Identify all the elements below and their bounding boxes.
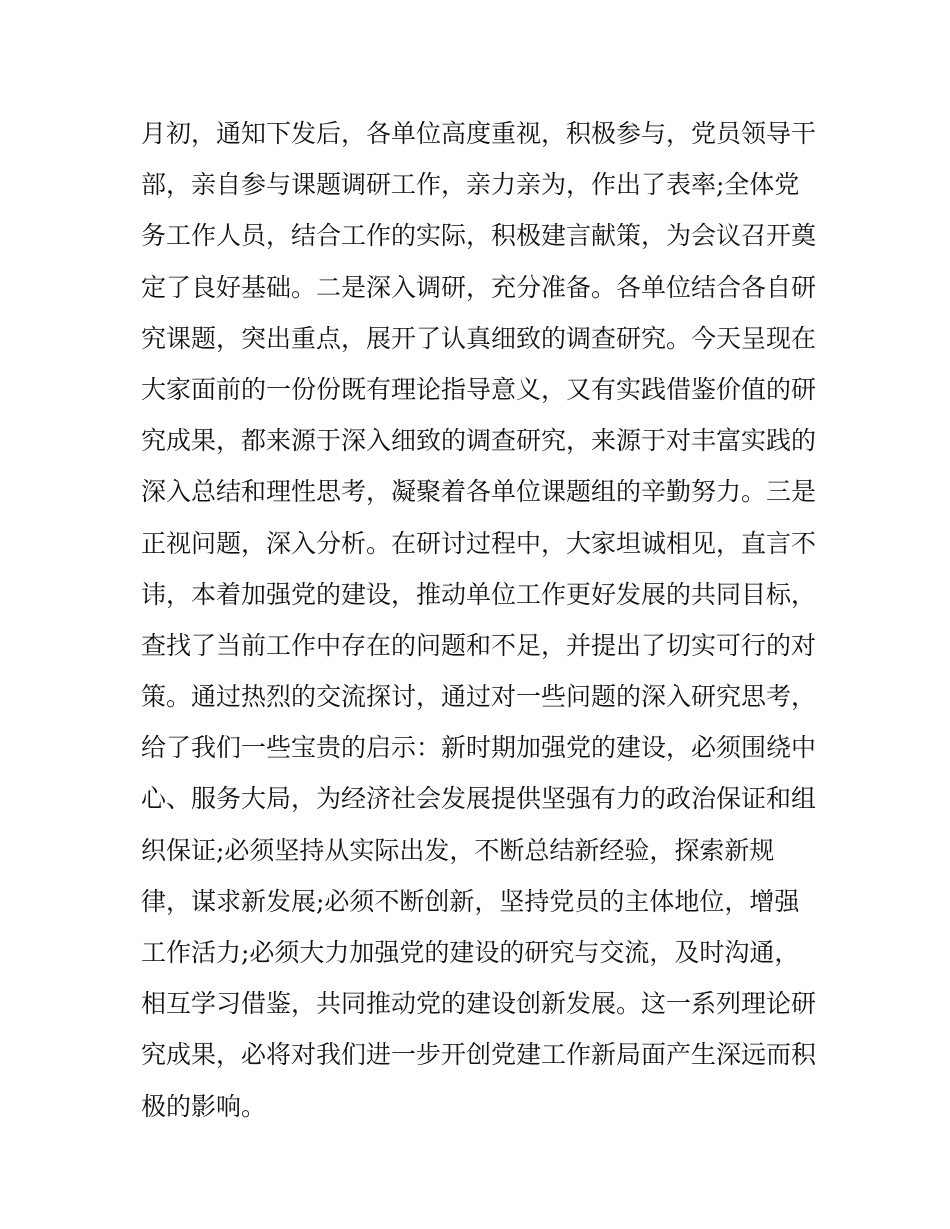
- text-line: 讳，本着加强党的建设，推动单位工作更好发展的共同目标，: [141, 579, 817, 609]
- text-line: 究成果，都来源于深入细致的调查研究，来源于对丰富实践的: [141, 426, 817, 456]
- text-line: 究课题，突出重点，展开了认真细致的调查研究。今天呈现在: [141, 323, 817, 353]
- text-line: 定了良好基础。二是深入调研，充分准备。各单位结合各自研: [141, 272, 817, 302]
- text-line: 心、服务大局，为经济社会发展提供坚强有力的政治保证和组: [141, 784, 817, 814]
- text-line: 究成果，必将对我们进一步开创党建工作新局面产生深远而积: [141, 1040, 817, 1070]
- text-line: 工作活力;必须大力加强党的建设的研究与交流，及时沟通，: [141, 938, 800, 967]
- body-text: [141, 108, 821, 1132]
- text-line: 策。通过热烈的交流探讨，通过对一些问题的深入研究思考，: [141, 682, 817, 712]
- text-line: 深入总结和理性思考，凝聚着各单位课题组的辛勤努力。三是: [141, 477, 817, 507]
- text-line: 务工作人员，结合工作的实际，积极建言献策，为会议召开奠: [141, 221, 817, 251]
- text-line: 大家面前的一份份既有理论指导意义，又有实践借鉴价值的研: [141, 374, 817, 404]
- text-line: 织保证;必须坚持从实际出发，不断总结新经验，探索新规: [141, 835, 775, 865]
- text-line: 律，谋求新发展;必须不断创新，坚持党员的主体地位，增强: [141, 886, 800, 916]
- text-line: 相互学习借鉴，共同推动党的建设创新发展。这一系列理论研: [141, 989, 817, 1019]
- text-line: 月初，通知下发后，各单位高度重视，积极参与，党员领导干: [141, 119, 817, 148]
- text-line: 查找了当前工作中存在的问题和不足，并提出了切实可行的对: [141, 630, 817, 660]
- text-line: 极的影响。: [141, 1091, 267, 1121]
- text-line: 给了我们一些宝贵的启示：新时期加强党的建设，必须围绕中: [141, 733, 817, 763]
- text-line: 部，亲自参与课题调研工作，亲力亲为，作出了表率;全体党: [141, 170, 800, 200]
- text-line: 正视问题，深入分析。在研讨过程中，大家坦诚相见，直言不: [141, 528, 817, 558]
